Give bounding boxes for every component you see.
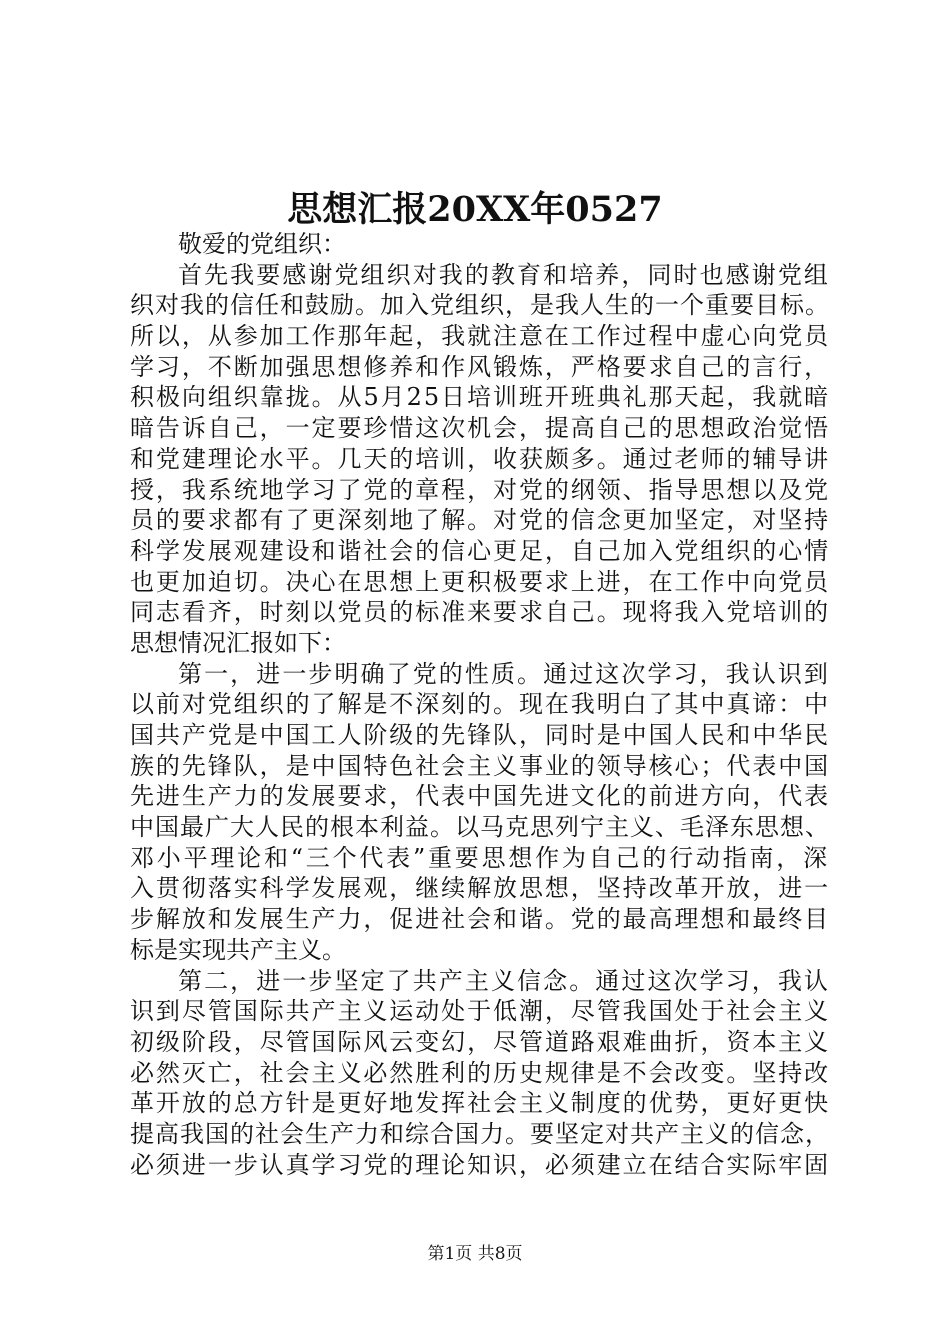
text-line: 科学发展观建设和谐社会的信心更足，自己加入党组织的心情: [130, 536, 831, 565]
text-line: 织对我的信任和鼓励。加入党组织，是我人生的一个重要目标。: [130, 291, 830, 320]
text-line: 敬爱的党组织：: [178, 230, 346, 258]
text-line: 标是实现共产主义。: [130, 935, 346, 964]
text-line: 步解放和发展生产力，促进社会和谐。党的最高理想和最终目: [130, 905, 831, 934]
text-line: 入贯彻落实科学发展观，继续解放思想，坚持改革开放，进一: [130, 874, 831, 903]
document-body: [130, 229, 830, 1180]
text-line: 所以，从参加工作那年起，我就注意在工作过程中虚心向党员: [130, 322, 831, 351]
text-line: 第二，进一步坚定了共产主义信念。通过这次学习，我认: [178, 966, 830, 995]
text-line: 首先我要感谢党组织对我的教育和培养，同时也感谢党组: [178, 260, 830, 289]
text-line: 初级阶段，尽管国际风云变幻，尽管道路艰难曲折，资本主义: [130, 1027, 831, 1056]
text-line: 提高我国的社会生产力和综合国力。要坚定对共产主义的信念，: [130, 1119, 830, 1148]
text-line: 革开放的总方针是更好地发挥社会主义制度的优势，更好更快: [130, 1089, 831, 1118]
text-line: 也更加迫切。决心在思想上更积极要求上进，在工作中向党员: [130, 567, 831, 596]
text-line: 国共产党是中国工人阶级的先锋队，同时是中国人民和中华民: [130, 721, 831, 749]
text-line: 必须进一步认真学习党的理论知识，必须建立在结合实际牢固: [130, 1150, 831, 1179]
text-line: 和党建理论水平。几天的培训，收获颇多。通过老师的辅导讲: [130, 444, 831, 473]
text-line: 同志看齐，时刻以党员的标准来要求自己。现将我入党培训的: [130, 598, 831, 627]
text-line: 员的要求都有了更深刻地了解。对党的信念更加坚定，对坚持: [130, 506, 831, 535]
text-line: 暗告诉自己，一定要珍惜这次机会，提高自己的思想政治觉悟: [130, 414, 831, 443]
text-line: 学习，不断加强思想修养和作风锻炼，严格要求自己的言行，: [130, 352, 831, 381]
text-line: 第一，进一步明确了党的性质。通过这次学习，我认识到: [178, 659, 830, 688]
text-line: 邓小平理论和“三个代表”重要思想作为自己的行动指南，深: [130, 843, 830, 872]
text-line: 思想情况汇报如下：: [130, 628, 346, 657]
document-title: 思想汇报20XX年0527: [287, 189, 663, 230]
text-line: 中国最广大人民的根本利益。以马克思列宁主义、毛泽东思想、: [130, 813, 830, 842]
page-footer: 第1页 共8页: [427, 1244, 523, 1264]
text-line: 积极向组织靠拢。从5月25日培训班开班典礼那天起，我就暗: [130, 383, 831, 412]
text-line: 先进生产力的发展要求，代表中国先进文化的前进方向，代表: [130, 782, 831, 811]
text-line: 必然灭亡，社会主义必然胜利的历史规律是不会改变。坚持改: [130, 1058, 831, 1087]
text-line: 以前对党组织的了解是不深刻的。现在我明白了其中真谛：中: [130, 690, 831, 719]
text-line: 族的先锋队，是中国特色社会主义事业的领导核心；代表中国: [130, 751, 831, 780]
text-line: 识到尽管国际共产主义运动处于低潮，尽管我国处于社会主义: [130, 997, 831, 1026]
text-line: 授，我系统地学习了党的章程，对党的纲领、指导思想以及党: [130, 475, 831, 504]
